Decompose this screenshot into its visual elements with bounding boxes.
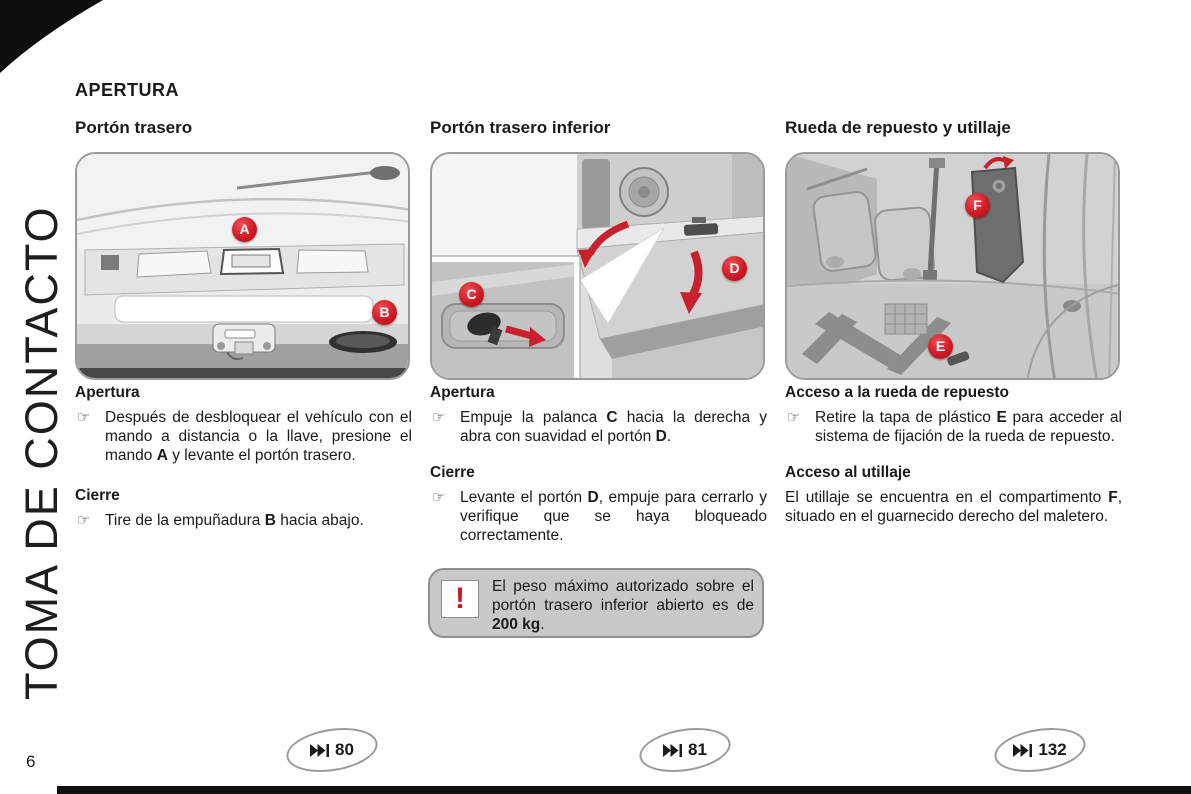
pointing-hand-icon: ☞ [432,488,446,506]
page-ref-81[interactable] [639,729,731,771]
figure-lower-tailgate [430,152,765,380]
heading-tools-access: Acceso al utillaje [785,464,911,481]
callout-C: C [459,282,484,307]
heading-spare-wheel-access: Acceso a la rueda de repuesto [785,384,1009,401]
page-title: APERTURA [75,80,180,100]
heading-apertura-1: Apertura [75,384,140,401]
instruction-text: Después de desbloquear el vehículo con el mando a distancia o la llave, presione el mando A y levante el portón trasero. [105,409,412,464]
warning-text: El peso máximo autorizado sobre el portón trasero inferior abierto es de 200 kg. [492,578,754,633]
page-ref-number: 80 [335,740,354,759]
exclamation-icon: ! [441,580,479,618]
instruction-text: Tire de la empuñadura B hacia abajo. [105,512,364,529]
instruction-spare-wheel [785,408,1122,446]
instruction-open-tailgate [75,408,412,465]
column-title-spare-wheel: Rueda de repuesto y utillaje [785,118,1011,137]
pointing-hand-icon: ☞ [432,408,446,426]
page-ref-number: 81 [688,740,707,759]
callout-B: B [372,300,397,325]
instruction-text: Retire la tapa de plástico E para acceder al sistema de fijación de la rueda de repuesto. [815,409,1122,445]
column-title-lower-tailgate: Portón trasero inferior [430,118,611,137]
skip-to-page-icon [310,744,329,757]
corner-accent [0,0,110,80]
column-tailgate-text [75,384,412,544]
column-title-tailgate: Portón trasero [75,118,193,137]
instruction-open-lower-tailgate [430,408,767,446]
pointing-hand-icon: ☞ [77,408,91,426]
skip-to-page-icon [663,744,682,757]
pointing-hand-icon: ☞ [77,511,91,529]
column-lower-tailgate-text [430,384,767,559]
figure-tailgate-rear [75,152,410,380]
page-ref-80[interactable] [286,729,378,771]
page-number: 6 [26,752,36,771]
heading-cierre-2: Cierre [430,464,475,481]
page-ref-132[interactable] [994,729,1086,771]
skip-to-page-icon [1013,744,1032,757]
callout-D: D [722,256,747,281]
instruction-close-tailgate [75,511,412,530]
tailgate-illustration [77,154,410,380]
heading-cierre-1: Cierre [75,487,120,504]
instruction-text: El utillaje se encuentra en el compartimento F, situado en el guarnecido derecho del maletero. [785,489,1122,525]
boot-illustration [787,154,1120,380]
column-spare-wheel-text [785,384,1122,540]
tools-location-text [785,488,1122,526]
callout-F: F [965,193,990,218]
callout-E: E [928,334,953,359]
instruction-close-lower-tailgate [430,488,767,545]
pointing-hand-icon: ☞ [787,408,801,426]
figure-spare-wheel [785,152,1120,380]
page-ref-number: 132 [1038,740,1067,759]
instruction-text: Empuje la palanca C hacia la derecha y abra con suavidad el portón D. [460,409,767,445]
warning-box [428,568,764,638]
bottom-edge-bar [57,786,1191,794]
instruction-text: Levante el portón D, empuje para cerrarlo y verifique que se haya bloqueado correctamente. [460,489,767,544]
callout-A: A [232,217,257,242]
chapter-title-vertical: TOMA DE CONTACTO [16,205,67,700]
lower-tailgate-illustration [432,154,765,380]
heading-apertura-2: Apertura [430,384,495,401]
